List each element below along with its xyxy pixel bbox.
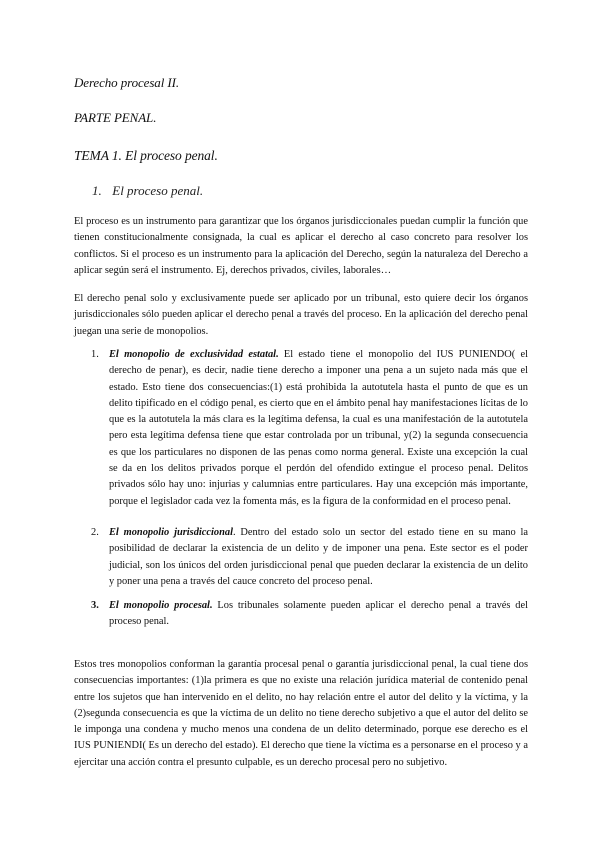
list-item-body <box>109 347 528 510</box>
list-item-lead: El monopolio jurisdiccional <box>109 527 233 538</box>
course-heading: Derecho procesal II. <box>74 75 179 90</box>
list-item-lead: El monopolio de exclusividad estatal. <box>109 349 279 360</box>
topic-heading: TEMA 1. El proceso penal. <box>74 148 218 163</box>
subheading-text: El proceso penal. <box>112 183 204 198</box>
list-item-text: . Dentro del estado solo un sector del estado tiene en su mano la posibilidad de declarar la existencia de un delito y de imponer una pena. Este sector es el poder judicial, son los únicos del orden jurisdiccional penal que pueden declarar la existencia de un delito y poner una pena a través del cauce concreto del proceso penal. <box>109 527 529 587</box>
list-item-lead: El monopolio procesal. <box>109 600 213 611</box>
list-item <box>74 525 528 590</box>
section-subheading <box>92 183 203 199</box>
part-heading: PARTE PENAL. <box>74 110 157 125</box>
list-item-text: Los tribunales solamente pueden aplicar el derecho penal a través del proceso penal. <box>109 600 528 628</box>
list-item-text: El estado tiene el monopolio del IUS PUNIENDO( el derecho de penar), es decir, nadie tiene derecho a imponer una pena a un sujeto nada más que el estado. Esto tiene dos consecuencias:(1) está prohibida la autotutela hasta el punto de que es un delito tipificado en el código penal, es cierto que en el ámbito penal hay manifestaciones lícitas de lo que es la autotutela la más clara es la legítima defensa, la cual es una manifestación de la autotutela pero esta legítima defensa tiene que estar controlada por un tribunal, y(2) la segunda consecuencia es que los particulares no disponen de las penas como norma general. Existe una excepción la cual se da en los delitos privados porque el perdón del ofendido extingue el proceso penal. Delitos privados sólo hay uno: injurias y calumnias entre particulares. Hay una excepción más importante, porque el legislador cada vez la fomenta más, es la figura de la conformidad en el proceso penal. <box>109 349 528 507</box>
list-item <box>74 598 528 631</box>
paragraph-1: El proceso es un instrumento para garantizar que los órganos jurisdiccionales puedan cumplir la función que tienen constitucionalmente consignada, la cual es aplicar el derecho al caso concreto para resolver los conflictos. Si el proceso es un instrumento para la aplicación del Derecho, según la naturaleza del Derecho a aplicar según será el instrumento. Ej, derechos privados, civiles, laborales… <box>74 216 528 276</box>
paragraph-3: Estos tres monopolios conforman la garantía procesal penal o garantía jurisdiccional penal, la cual tiene dos consecuencias importantes: (1)la primera es que no existe una relación jurídica material de contenido penal entre los sujetos que han intervenido en el delito, no hay relación entre el autor del delito y la víctima, y la (2)segunda consecuencia es que la víctima de un delito no tiene derecho subjetivo a que el autor del delito se le imponga una condena y mucho menos una condena de un delito determinado, porque ese derecho es el IUS PUNIENDI( Es un derecho del estado). El derecho que tiene la víctima es a personarse en el proceso y a ejercitar una acción contra el presunto culpable, es un derecho procesal pero no subjetivo. <box>74 659 528 768</box>
list-item-body <box>109 525 528 590</box>
list-item <box>74 347 528 510</box>
list-item-number: 1. <box>91 349 99 360</box>
list-item-number: 3. <box>91 600 99 611</box>
list-item-body <box>109 598 528 631</box>
list-item-number: 2. <box>91 527 99 538</box>
subheading-number: 1. <box>92 183 102 198</box>
paragraph-2: El derecho penal solo y exclusivamente puede ser aplicado por un tribunal, esto quiere decir los órganos jurisdiccionales sólo pueden aplicar el derecho penal a través del proceso. En la aplicación del derecho penal juegan una serie de monopolios. <box>74 293 528 337</box>
